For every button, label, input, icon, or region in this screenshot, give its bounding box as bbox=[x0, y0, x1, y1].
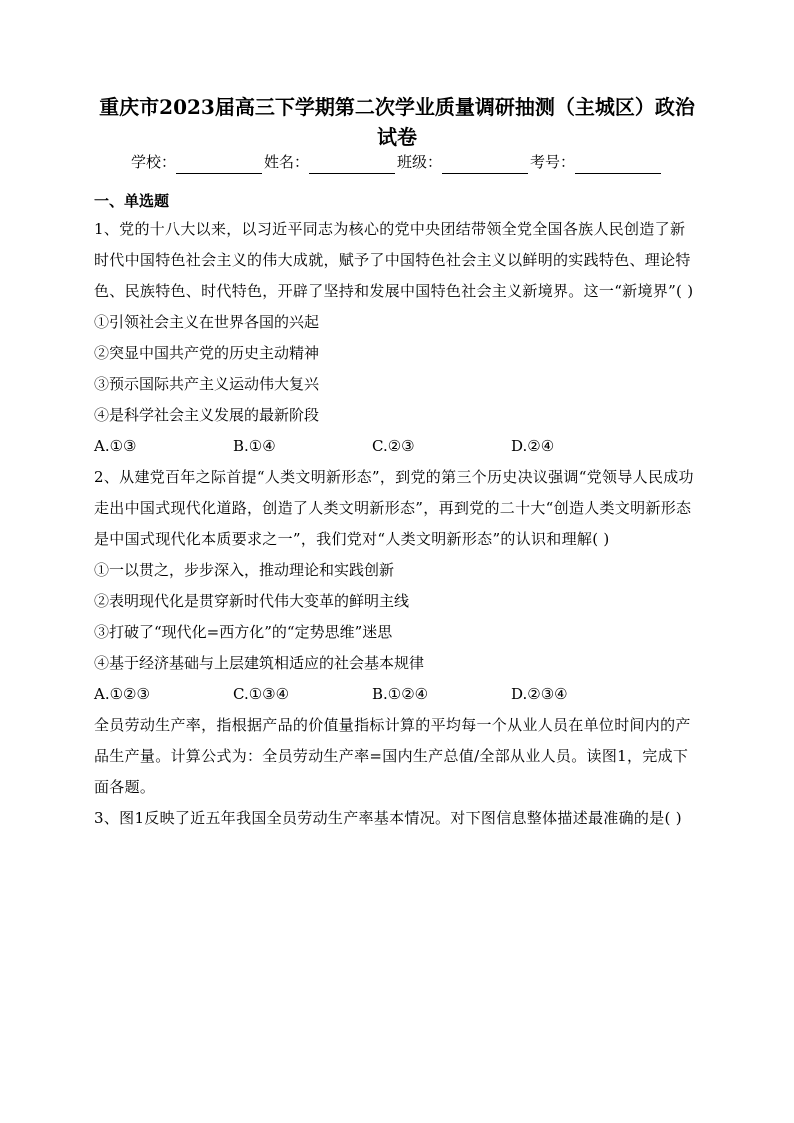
school-label: 学校： bbox=[130, 153, 176, 171]
statement-item: ④是科学社会主义发展的最新阶段 bbox=[94, 406, 320, 424]
option-a[interactable]: A.①③ bbox=[94, 437, 137, 455]
statement-item: ③预示国际共产主义运动伟大复兴 bbox=[94, 375, 320, 393]
question-2 bbox=[94, 462, 700, 710]
option-3[interactable]: B.①②④ bbox=[372, 685, 429, 703]
option-c[interactable]: C.②③ bbox=[372, 437, 415, 455]
material-paragraph: 全员劳动生产率，指根据产品的价值量指标计算的平均每一个从业人员在单位时间内的产品生产量。计算公式为：全员劳动生产率=国内生产总值/全部从业人员。读图1，完成下面各题。 bbox=[94, 716, 691, 796]
option-d[interactable]: D.②④ bbox=[511, 437, 555, 455]
answer-options bbox=[94, 431, 700, 462]
number-blank[interactable] bbox=[575, 155, 661, 174]
statement-item: ②表明现代化是贯穿新时代伟大变革的鲜明主线 bbox=[94, 592, 410, 610]
section-title: 一、单选题 bbox=[94, 192, 170, 210]
answer-options bbox=[94, 679, 700, 710]
statement-item: ②突显中国共产党的历史主动精神 bbox=[94, 344, 320, 362]
title-line-2: 试卷 bbox=[377, 125, 417, 149]
statement-item: ①引领社会主义在世界各国的兴起 bbox=[94, 313, 320, 331]
exam-content bbox=[94, 190, 700, 834]
statement-item: ③打破了“现代化=西方化”的“定势思维”迷思 bbox=[94, 623, 393, 641]
class-label: 班级： bbox=[397, 153, 443, 171]
title-line-1: 重庆市2023届高三下学期第二次学业质量调研抽测（主城区）政治 bbox=[99, 95, 695, 119]
question-stem: 1、党的十八大以来，以习近平同志为核心的党中央团结带领全党全国各族人民创造了新时代中国特色社会主义的伟大成就，赋予了中国特色社会主义以鲜明的实践特色、理论特色、民族特色、时代特色，开辟了坚持和发展中国特色社会主义新境界。这一“新境界”( ) bbox=[94, 220, 694, 300]
question-stem: 2、从建党百年之际首提“人类文明新形态”，到党的第三个历史决议强调“党领导人民成功走出中国式现代化道路，创造了人类文明新形态”，再到党的二十大“创造人类文明新形态是中国式现代化本质要求之一”，我们党对“人类文明新形态”的认识和理解( ) bbox=[94, 468, 694, 548]
option-2[interactable]: C.①③④ bbox=[233, 685, 290, 703]
statement-item: ①一以贯之，步步深入，推动理论和实践创新 bbox=[94, 561, 395, 579]
name-label: 姓名： bbox=[263, 153, 309, 171]
option-4[interactable]: D.②③④ bbox=[511, 685, 568, 703]
school-blank[interactable] bbox=[176, 155, 262, 174]
question-3-stem: 3、图1反映了近五年我国全员劳动生产率基本情况。对下图信息整体描述最准确的是( ) bbox=[94, 809, 682, 827]
class-blank[interactable] bbox=[442, 155, 528, 174]
statement-item: ④基于经济基础与上层建筑相适应的社会基本规律 bbox=[94, 654, 425, 672]
exam-title bbox=[60, 92, 734, 152]
name-blank[interactable] bbox=[309, 155, 395, 174]
option-b[interactable]: B.①④ bbox=[233, 437, 276, 455]
question-1 bbox=[94, 214, 700, 462]
student-info-row bbox=[0, 150, 794, 174]
option-1[interactable]: A.①②③ bbox=[94, 685, 150, 703]
number-label: 考号： bbox=[530, 153, 576, 171]
